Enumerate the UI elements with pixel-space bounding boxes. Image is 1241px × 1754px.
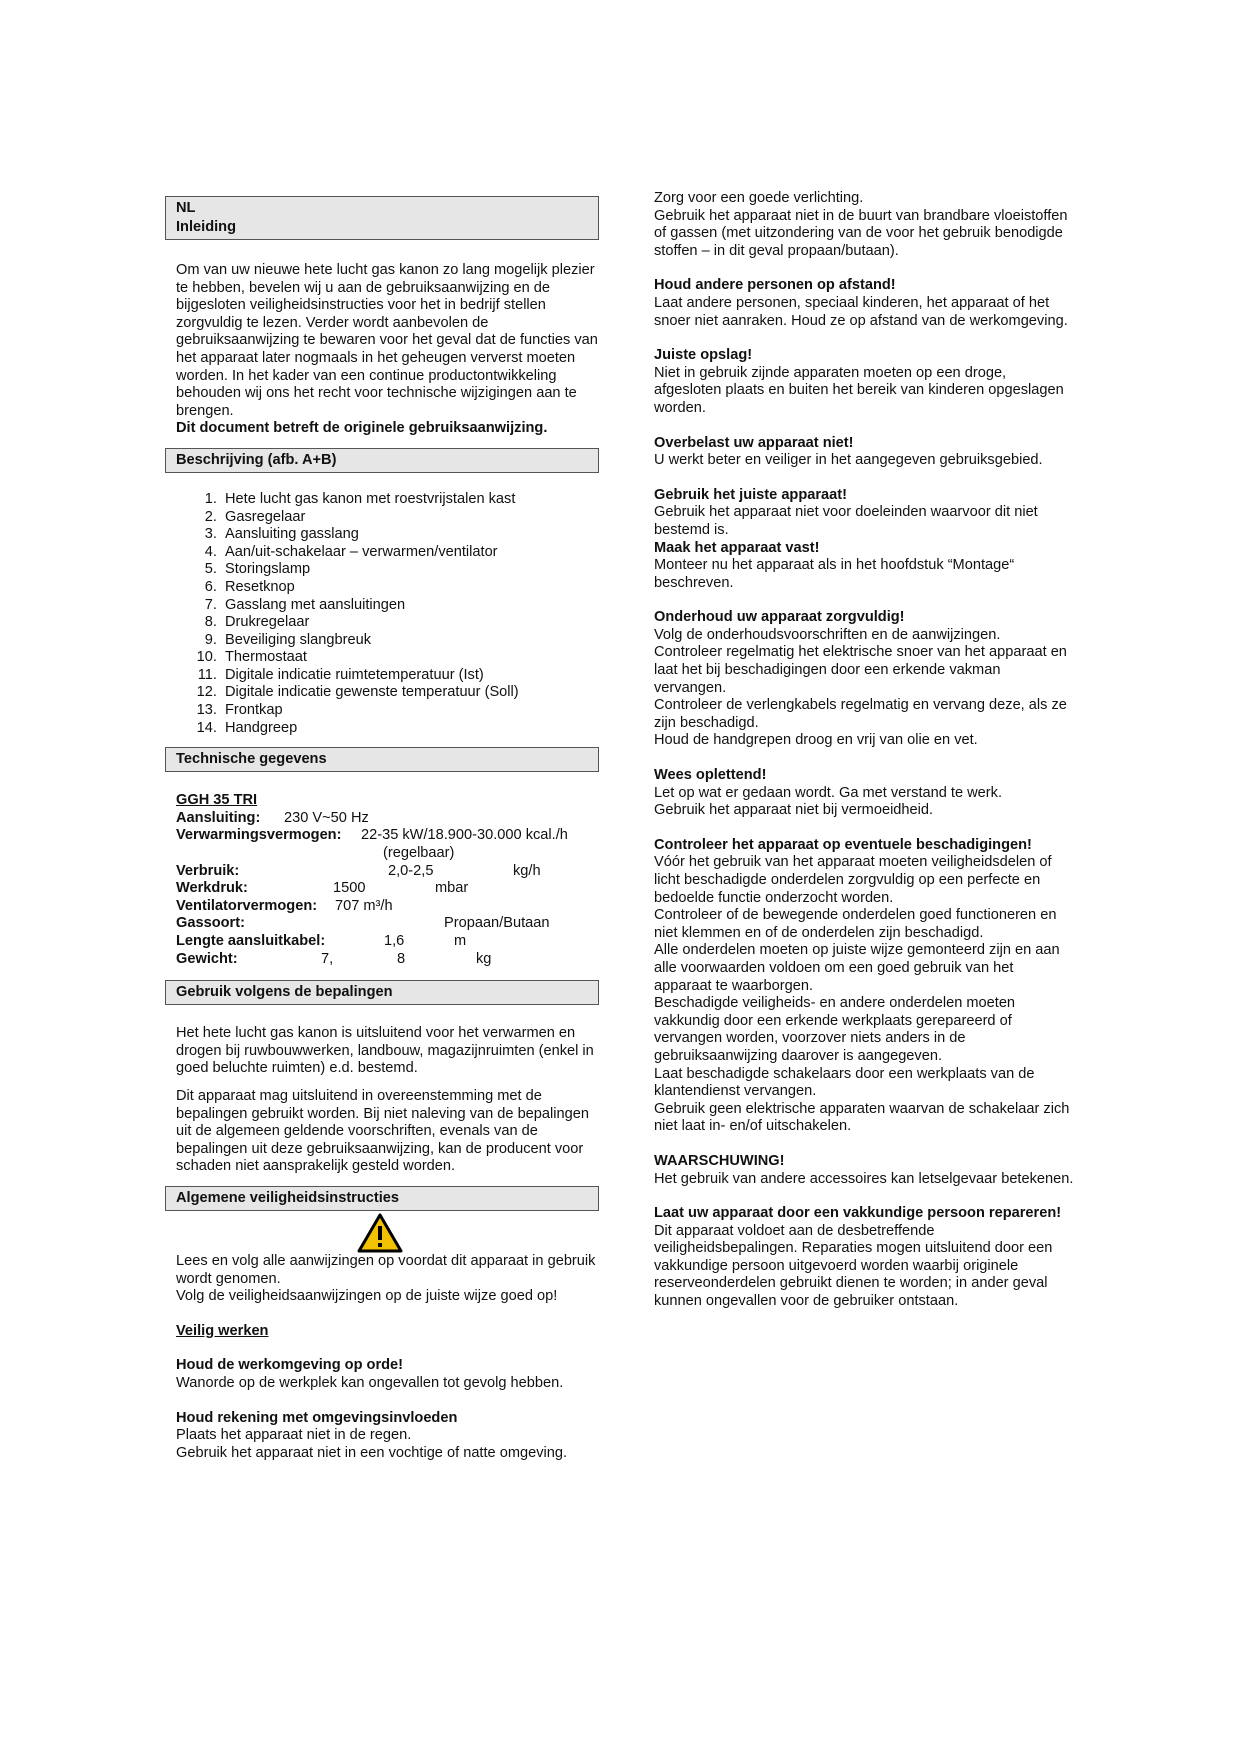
section-heading: Juiste opslag! [654, 347, 753, 364]
section-heading: Onderhoud uw apparaat zorgvuldig! [654, 609, 905, 626]
section-text: Wanorde op de werkplek kan ongevallen tot gevolg hebben. [176, 1374, 564, 1391]
section-text: Controleer of de bewegende onderdelen goed functioneren en niet klemmen en of de onderdelen zijn beschadigd. [654, 907, 1057, 941]
list-item: 9. Beveiliging slangbreuk [221, 632, 599, 650]
section-heading: Overbelast uw apparaat niet! [654, 434, 854, 451]
language-code: NL [176, 200, 196, 216]
list-item: 14. Handgreep [221, 720, 599, 738]
spec-row-werkdruk [176, 880, 599, 898]
spec-note: (regelbaar) [383, 845, 455, 862]
spec-label: Werkdruk: [176, 880, 248, 897]
safety-title: Algemene veiligheidsinstructies [176, 1189, 400, 1206]
spec-unit: m [454, 933, 467, 949]
section-heading: Gebruik het juiste apparaat! [654, 486, 848, 503]
section-text: Gebruik het apparaat niet bij vermoeidheid. [654, 802, 934, 819]
section-text: Beschadigde veiligheids- en andere onderdelen moeten vakkundig door een erkende werkplaats gerepareerd of vervangen worden, voorzover niets anders in de gebruiksaanwijzing daarover is aangegeven. [654, 995, 1016, 1064]
safety-paragraph: Volg de veiligheidsaanwijzingen op de juiste wijze goed op! [176, 1288, 558, 1305]
use-title: Gebruik volgens de bepalingen [176, 984, 393, 1001]
list-item: 5. Storingslamp [221, 561, 599, 579]
intro-section [165, 262, 599, 438]
intro-header [165, 196, 599, 240]
spec-row-verwarming-note [176, 845, 599, 863]
section-heading: Controleer het apparaat op eventuele beschadigingen! [654, 836, 1032, 853]
intro-title: Inleiding [176, 219, 236, 235]
spec-row-lengte [176, 933, 599, 951]
section-heading: Maak het apparaat vast! [654, 539, 820, 556]
use-paragraph: Dit apparaat mag uitsluitend in overeenstemming met de bepalingen gebruikt worden. Bij niet naleving van de bepalingen uit de algemeen geldende voorschriften, evenals van de bepalingen uit deze gebruiksaanwijzing, kan de producent voor schaden niet aansprakelijk gesteld worden. [176, 1087, 589, 1175]
tech-specs [165, 792, 599, 968]
section-text: Houd de handgrepen droog en vrij van olie en vet. [654, 732, 978, 749]
list-item: 12. Digitale indicatie gewenste temperatuur (Soll) [221, 684, 599, 702]
list-item: 10. Thermostaat [221, 649, 599, 667]
section-text: Gebruik het apparaat niet voor doeleinden waarvoor dit niet bestemd is. [654, 504, 1038, 538]
section-heading: Houd rekening met omgevingsinvloeden [176, 1409, 458, 1426]
warning-triangle-icon [357, 1213, 403, 1253]
spec-label: Gassoort: [176, 915, 245, 932]
veilig-werken-heading: Veilig werken [176, 1322, 269, 1339]
list-item: 11. Digitale indicatie ruimtetemperatuur (Ist) [221, 667, 599, 685]
spec-label: Verwarmingsvermogen: [176, 827, 342, 844]
spec-unit: kg [476, 950, 492, 967]
spec-row-aansluiting [176, 810, 599, 828]
intro-bold-note: Dit document betreft de originele gebruiksaanwijzing. [176, 420, 548, 437]
model-name: GGH 35 TRI [176, 792, 258, 809]
spec-value: Propaan/Butaan [444, 915, 550, 932]
list-item: 1. Hete lucht gas kanon met roestvrijstalen kast [221, 491, 599, 509]
list-item: 2. Gasregelaar [221, 509, 599, 527]
spec-value: 1,6 [384, 933, 405, 949]
section-text: Gebruik het apparaat niet in een vochtige of natte omgeving. [176, 1444, 568, 1461]
use-header [165, 980, 599, 1005]
section-text: Vóór het gebruik van het apparaat moeten veiligheidsdelen of licht beschadigde onderdelen zorgvuldig op een perfecte en bedoelde functie onderzocht worden. [654, 854, 1052, 906]
spec-value: 1500 [333, 880, 366, 897]
section-text: Gebruik geen elektrische apparaten waarvan de schakelaar zich niet laat in- en/of uitschakelen. [654, 1100, 1070, 1135]
section-text: Controleer regelmatig het elektrische snoer van het apparaat en laat het bij beschadigingen door een erkende vakman vervangen. [654, 644, 1067, 696]
safety-paragraph: Lees en volg alle aanwijzingen op voordat dit apparaat in gebruik wordt genomen. [176, 1252, 596, 1287]
tech-title: Technische gegevens [176, 751, 327, 768]
section-heading: Wees oplettend! [654, 767, 767, 784]
section-text: Laat beschadigde schakelaars door een werkplaats van de klantendienst vervangen. [654, 1065, 1035, 1100]
spec-row-verbruik [176, 863, 599, 881]
section-text: Zorg voor een goede verlichting. [654, 190, 864, 206]
section-text: Laat andere personen, speciaal kinderen, het apparaat of het snoer niet aanraken. Houd ze op afstand van de werkomgeving. [654, 294, 1068, 329]
safety-section [165, 1253, 599, 1462]
list-item: 7. Gasslang met aansluitingen [221, 597, 599, 615]
list-item: 8. Drukregelaar [221, 614, 599, 632]
section-text: Dit apparaat voldoet aan de desbetreffende veiligheidsbepalingen. Reparaties mogen uitsluitend door een vakkundige persoon uitgevoerd worden waarbij originele reserveonderdelen gebruikt dienen te worden; in ander geval kunnen ongevallen voor de gebruiker ontstaan. [654, 1222, 1053, 1310]
safety-header [165, 1186, 599, 1211]
spec-value: 8 [397, 950, 406, 967]
intro-text: Om van uw nieuwe hete lucht gas kanon zo lang mogelijk plezier te hebben, bevelen wij u aan de gebruiksaanwijzing en de bijgesloten veiligheidsinstructies voor het in bedrijf stellen zorgvuldig te lezen. Verder wordt aanbevolen de gebruiksaanwijzing te bewaren voor het geval dat de functies van het apparaat later nogmaals in het geheugen ververst moeten worden. In het kader van een continue productontwikkeling behouden wij ons het recht voor technische wijzigingen aan te brengen. [176, 262, 598, 419]
use-paragraph: Het hete lucht gas kanon is uitsluitend voor het verwarmen en drogen bij ruwbouwwerken, landbouw, magazijnruimten (enkel in goed beluchte ruimten) e.d. bestemd. [176, 1025, 594, 1077]
spec-value: 22-35 kW/18.900-30.000 kcal./h [361, 827, 568, 844]
spec-value: 7, [321, 950, 334, 967]
section-text: Het gebruik van andere accessoires kan letselgevaar betekenen. [654, 1170, 1074, 1187]
list-item: 4. Aan/uit-schakelaar – verwarmen/ventilator [221, 544, 599, 562]
description-header [165, 448, 599, 473]
section-text: Volg de onderhoudsvoorschriften en de aanwijzingen. [654, 626, 1001, 643]
left-column [165, 196, 599, 1462]
tech-header [165, 747, 599, 772]
list-item: 6. Resetknop [221, 579, 599, 597]
section-text: Plaats het apparaat niet in de regen. [176, 1427, 412, 1444]
spec-unit: kg/h [513, 862, 541, 879]
spec-value: 230 V~50 Hz [284, 809, 369, 826]
section-text: Monteer nu het apparaat als in het hoofdstuk “Montage“ beschreven. [654, 557, 1015, 591]
description-title: Beschrijving (afb. A+B) [176, 451, 337, 468]
section-heading: Houd de werkomgeving op orde! [176, 1357, 404, 1374]
spec-label: Aansluiting: [176, 809, 261, 826]
section-heading: Houd andere personen op afstand! [654, 277, 896, 294]
right-column [654, 190, 1074, 1311]
section-text: Controleer de verlengkabels regelmatig en vervang deze, als ze zijn beschadigd. [654, 697, 1067, 731]
section-text: Let op wat er gedaan wordt. Ga met verstand te werk. [654, 784, 1002, 801]
spec-value: 707 m³/h [335, 897, 393, 914]
spec-label: Gewicht: [176, 950, 238, 967]
list-item: 3. Aansluiting gasslang [221, 526, 599, 544]
use-section [165, 1025, 599, 1176]
warning-heading: WAARSCHUWING! [654, 1152, 785, 1169]
spec-row-ventilator [176, 898, 599, 916]
spec-row-gassoort [176, 915, 599, 933]
spec-row-gewicht [176, 951, 599, 969]
section-text: Niet in gebruik zijnde apparaten moeten op een droge, afgesloten plaats en buiten het bereik van kinderen opgeslagen worden. [654, 364, 1064, 416]
section-text: U werkt beter en veiliger in het aangegeven gebruiksgebied. [654, 452, 1043, 469]
section-text: Gebruik het apparaat niet in de buurt van brandbare vloeistoffen of gassen (met uitzondering van de voor het gebruik benodigde stoffen – in dit geval propaan/butaan). [654, 207, 1068, 259]
description-list [165, 491, 599, 737]
spec-row-verwarming [176, 827, 599, 845]
spec-label: Ventilatorvermogen: [176, 897, 318, 914]
section-heading: Laat uw apparaat door een vakkundige persoon repareren! [654, 1205, 1062, 1222]
spec-label: Verbruik: [176, 862, 240, 879]
spec-unit: mbar [435, 880, 469, 897]
section-text: Alle onderdelen moeten op juiste wijze gemonteerd zijn en aan alle voorwaarden voldoen om een goed gebruik van het apparaat te waarborgen. [654, 942, 1060, 994]
list-item: 13. Frontkap [221, 702, 599, 720]
spec-value: 2,0-2,5 [388, 862, 434, 879]
spec-label: Lengte aansluitkabel: [176, 933, 326, 949]
